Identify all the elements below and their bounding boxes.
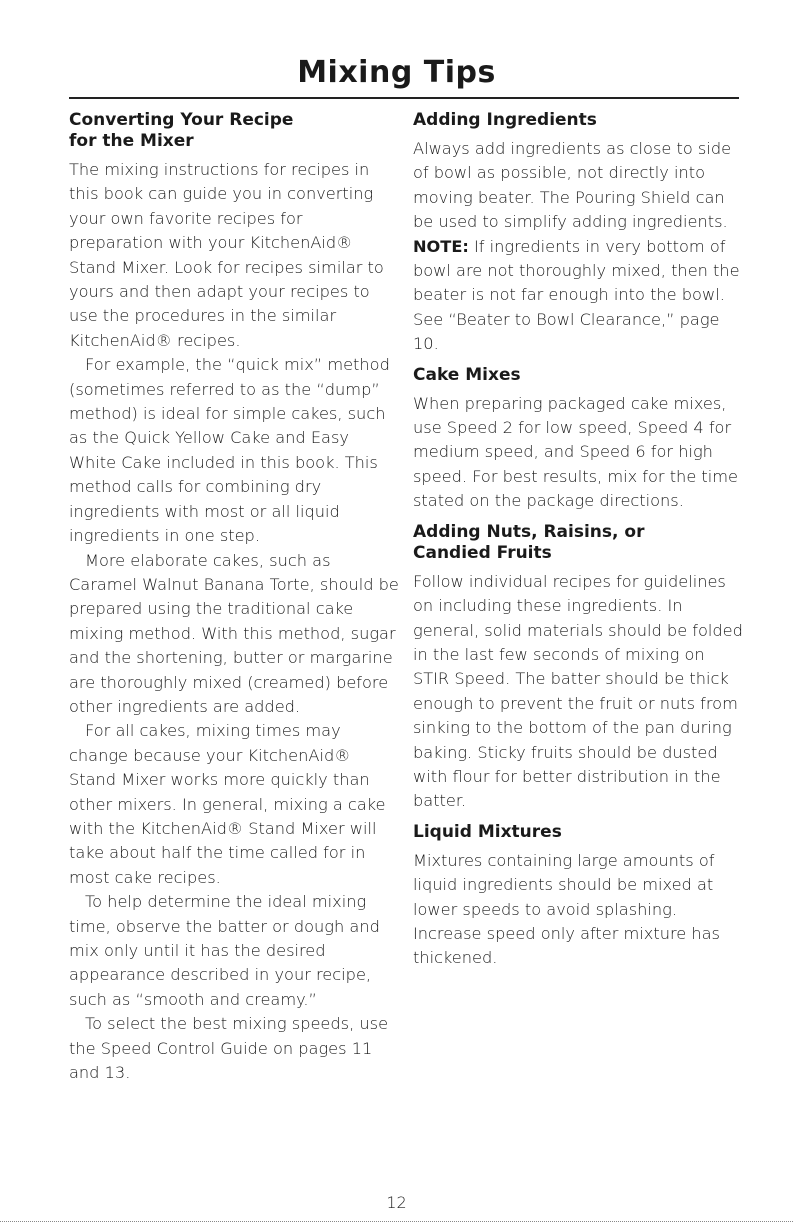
- bottom-border: [0, 1221, 793, 1223]
- paragraph: The mixing instructions for recipes in this book can guide you in converting your own favorite recipes for preparation with your KitchenAid® Stand Mixer. Look for recipes similar to yours and then adapt your recipes to use the procedures in the similar KitchenAid® recipes.: [69, 160, 384, 350]
- left-column: [69, 110, 399, 1085]
- paragraph: Always add ingredients as close to side of bowl as possible, not directly into moving beater. The Pouring Shield can be used to simplify adding ingredients.: [413, 139, 732, 232]
- section-heading-nuts-raisins: [413, 522, 743, 564]
- page-number: 12: [386, 1193, 407, 1212]
- section-heading-liquid-mixtures: Liquid Mixtures: [413, 821, 562, 842]
- note-text: If ingredients in very bottom of bowl are not thoroughly mixed, then the beater is not far enough into the bowl. See “Beater to Bowl Clearance,” page 10.: [413, 236, 740, 354]
- section-heading-adding-ingredients: Adding Ingredients: [413, 110, 597, 130]
- paragraph: For example, the “quick mix” method (sometimes referred to as the “dump” method) is ideal for simple cakes, such as the Quick Yellow Cake and Easy White Cake included in this book. This method calls for combining dry ingredients with most or all liquid ingredients in one step.: [69, 355, 390, 546]
- section-heading-converting: [69, 110, 399, 152]
- note-paragraph: [413, 235, 743, 357]
- page-title: Mixing Tips: [297, 55, 496, 90]
- paragraph: Mixtures containing large amounts of liquid ingredients should be mixed at lower speeds to avoid splashing. Increase speed only after mixture has thickened.: [413, 850, 720, 968]
- section-heading-cake-mixes: Cake Mixes: [413, 364, 521, 385]
- heading-line: Adding Nuts, Raisins, or: [413, 521, 645, 542]
- title-divider: [69, 97, 739, 99]
- heading-line: for the Mixer: [69, 131, 194, 151]
- note-label: NOTE:: [413, 236, 469, 256]
- right-column: [413, 110, 743, 971]
- paragraph: To help determine the ideal mixing time, observe the batter or dough and mix only until it has the desired appearance described in your recipe, such as “smooth and creamy.”: [69, 892, 380, 1009]
- heading-line: Candied Fruits: [413, 542, 552, 563]
- heading-line: Converting Your Recipe: [69, 110, 294, 130]
- paragraph: To select the best mixing speeds, use the Speed Control Guide on pages 11 and 13.: [69, 1014, 389, 1083]
- paragraph: When preparing packaged cake mixes, use Speed 2 for low speed, Speed 4 for medium speed, and Speed 6 for high speed. For best results, mix for the time stated on the package directions.: [413, 393, 738, 511]
- paragraph: More elaborate cakes, such as Caramel Walnut Banana Torte, should be prepared using the traditional cake mixing method. With this method, sugar and the shortening, butter or margarine are thoroughly mixed (creamed) before other ingredients are added.: [69, 550, 399, 716]
- paragraph: Follow individual recipes for guidelines on including these ingredients. In general, solid materials should be folded in the last few seconds of mixing on STIR Speed. The batter should be thick enough to prevent the fruit or nuts from sinking to the bottom of the pan during baking. Sticky fruits should be dusted with flour for better distribution in the batter.: [413, 571, 743, 811]
- paragraph: For all cakes, mixing times may change because your KitchenAid® Stand Mixer works more quickly than other mixers. In general, mixing a cake with the KitchenAid® Stand Mixer will take about half the time called for in most cake recipes.: [69, 721, 386, 887]
